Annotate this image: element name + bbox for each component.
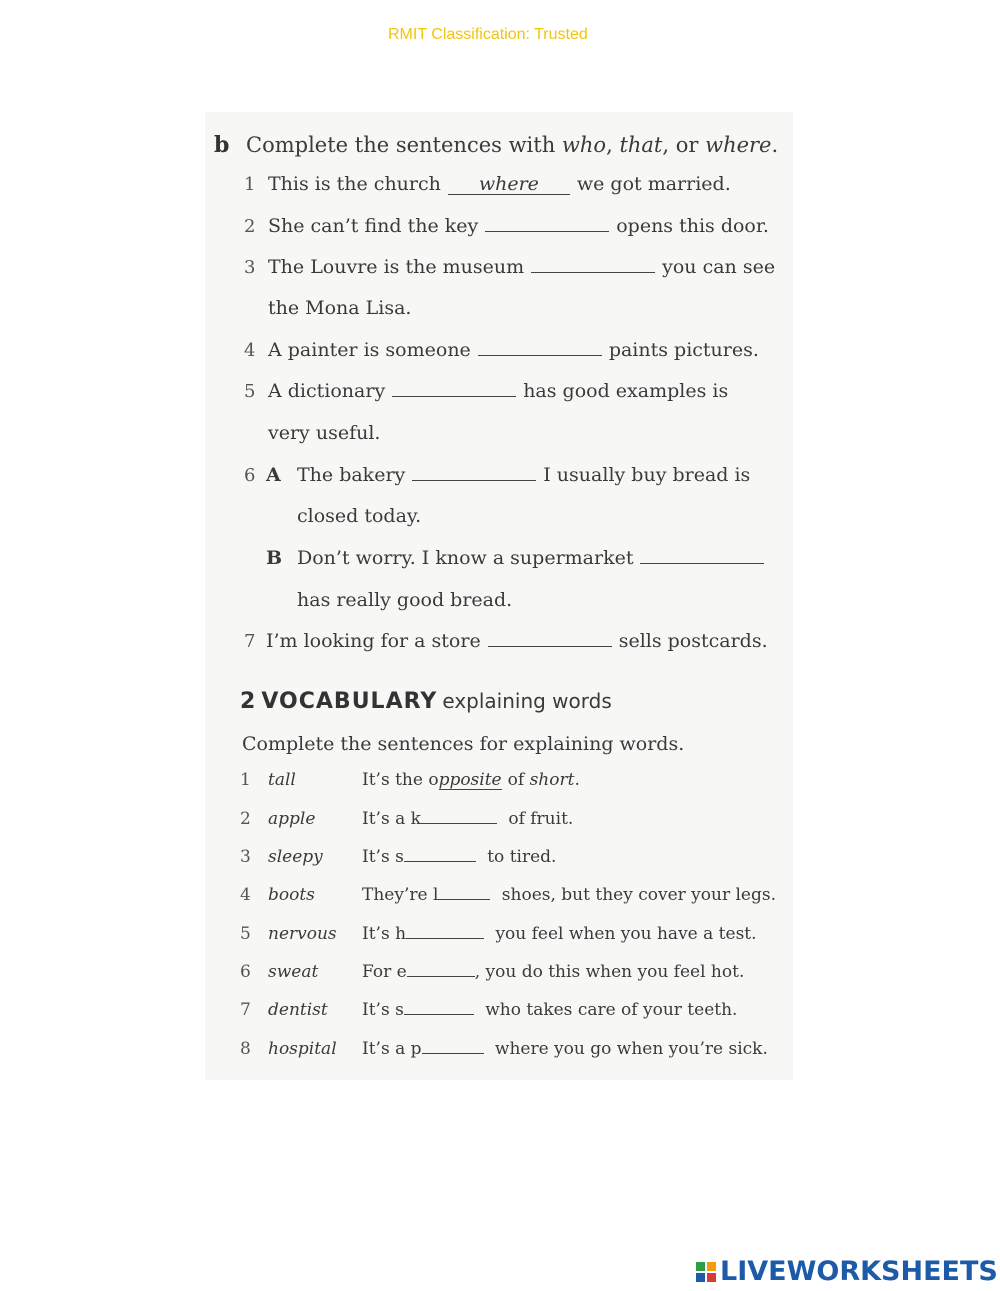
sentence-item-7: I’m looking for a store sells postcards. — [266, 630, 768, 652]
exercise-letter: b — [214, 132, 230, 158]
exercise-instruction: Complete the sentences with who, that, or where. — [246, 133, 779, 157]
sentence-item-2: She can’t find the key opens this door. — [268, 215, 769, 237]
answer-blank[interactable] — [531, 271, 655, 273]
answer-blank[interactable] — [422, 1052, 484, 1054]
liveworksheets-logo — [696, 1256, 998, 1287]
item-number: 3 — [244, 257, 256, 278]
item-number: 1 — [244, 174, 256, 195]
sentence-continuation: the Mona Lisa. — [268, 297, 412, 319]
item-number: 6 — [244, 465, 256, 486]
answer-blank[interactable] — [421, 822, 497, 824]
answer-blank[interactable] — [406, 937, 484, 939]
section-heading: 2 VOCABULARY explaining words — [240, 689, 612, 714]
item-number: 2 — [244, 216, 256, 237]
answer-blank[interactable] — [404, 1013, 474, 1015]
answer-blank[interactable] — [485, 230, 609, 232]
item-number: 7 — [244, 631, 256, 652]
sentence-item-5: A dictionary has good examples is — [268, 380, 729, 402]
classification-label: RMIT Classification: Trusted — [388, 26, 588, 43]
brand-squares-icon — [696, 1262, 716, 1282]
answer-blank[interactable] — [407, 975, 475, 977]
answer-blank[interactable] — [488, 645, 612, 647]
speaker-a: A — [266, 464, 281, 486]
sentence-item-3: The Louvre is the museum you can see — [268, 256, 776, 278]
vocabulary-instruction: Complete the sentences for explaining words. — [242, 733, 685, 755]
speaker-b: B — [266, 547, 283, 569]
answer-blank[interactable] — [478, 354, 602, 356]
sentence-continuation: has really good bread. — [297, 589, 513, 611]
answer-blank[interactable]: where — [448, 175, 570, 195]
sentence-item-1: This is the church where we got married. — [268, 173, 731, 195]
answer-blank[interactable] — [392, 395, 516, 397]
sentence-item-4: A painter is someone paints pictures. — [268, 339, 759, 361]
answer-blank[interactable] — [438, 898, 490, 900]
sentence-item-6b: Don’t worry. I know a supermarket — [297, 549, 771, 568]
sentence-item-6a: The bakery I usually buy bread is — [297, 464, 751, 486]
sentence-continuation: very useful. — [268, 422, 381, 444]
item-number: 4 — [244, 340, 256, 361]
answer-blank[interactable] — [404, 860, 476, 862]
answer-blank[interactable] — [640, 562, 764, 564]
answer-blank[interactable]: pposite — [438, 770, 502, 790]
answer-blank[interactable] — [412, 479, 536, 481]
sentence-continuation: closed today. — [297, 505, 422, 527]
brand-name: LIVEWORKSHEETS — [720, 1256, 998, 1287]
item-number: 5 — [244, 381, 256, 402]
